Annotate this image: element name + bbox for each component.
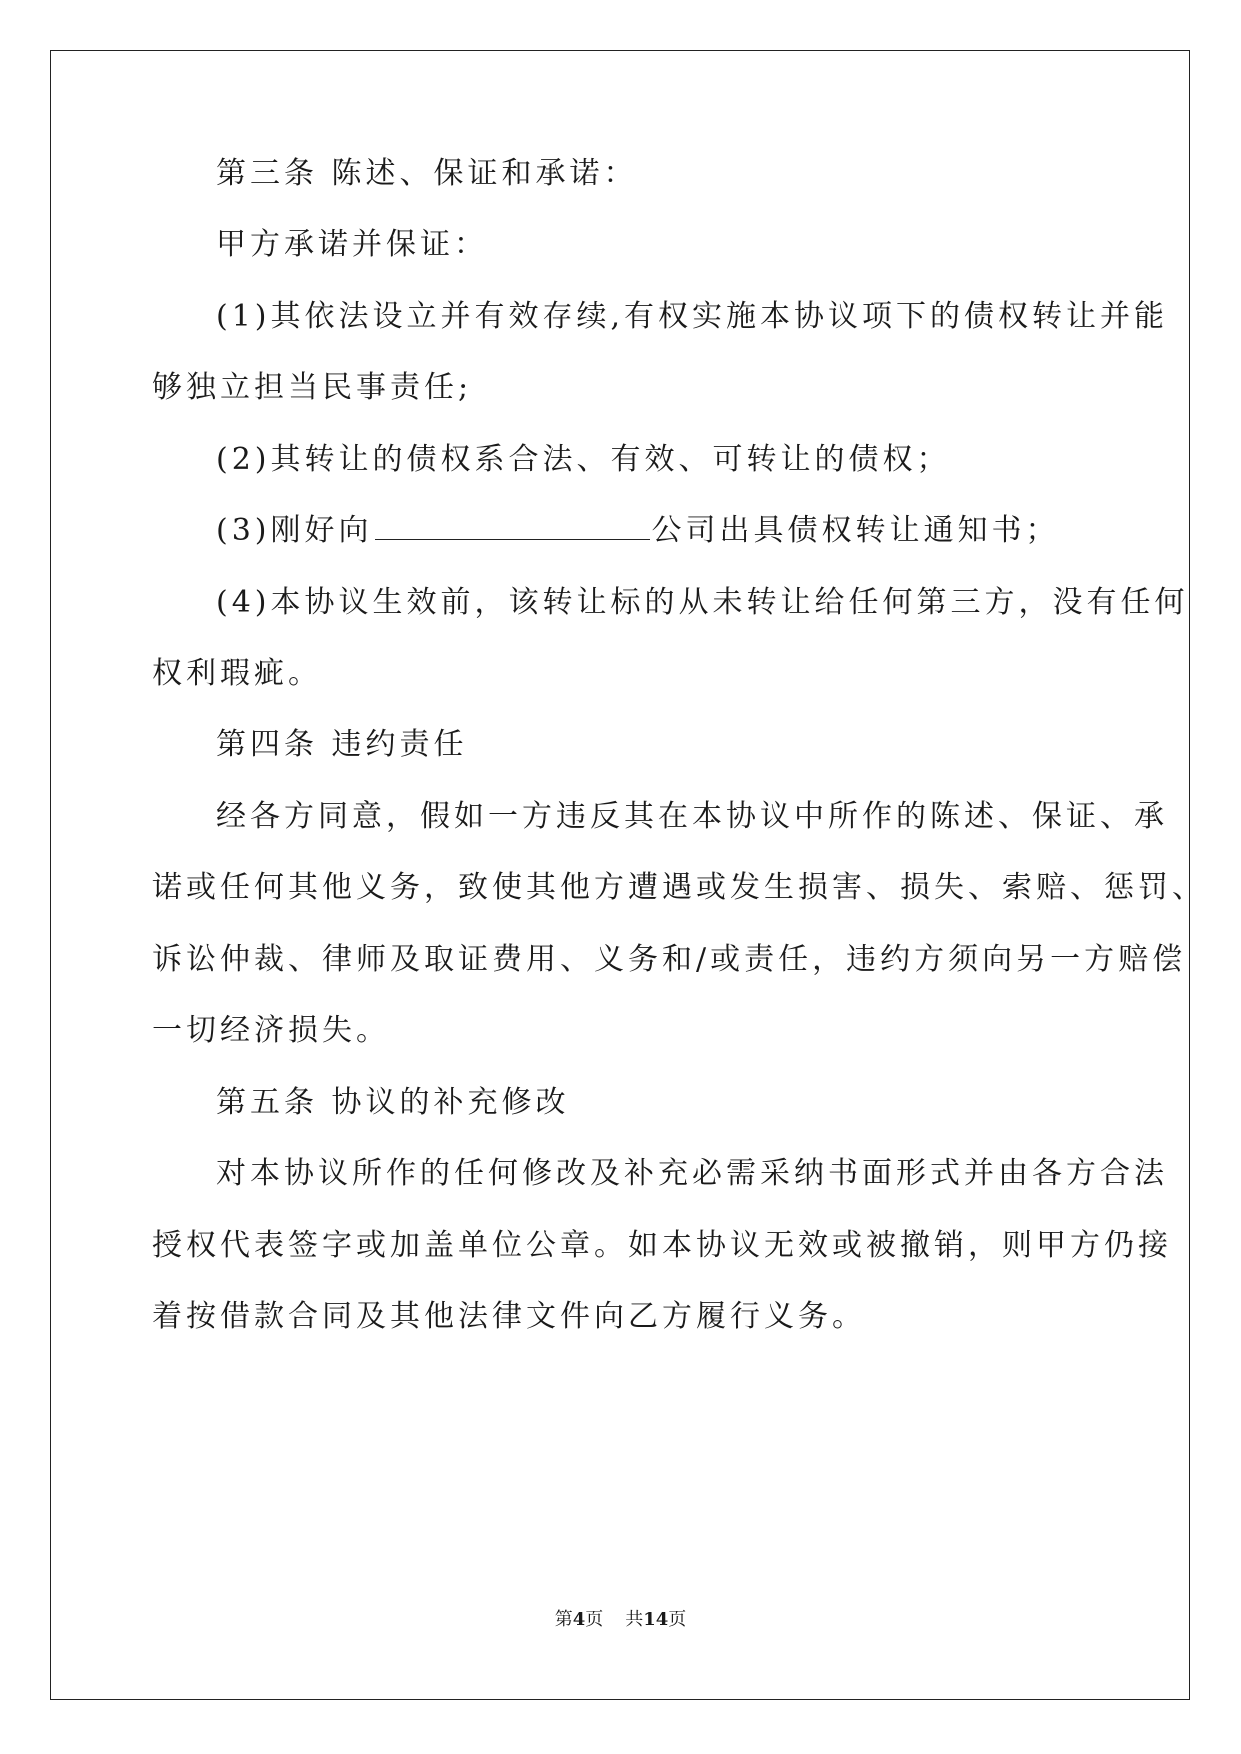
article-4-line-3: 诉讼仲裁、律师及取证费用、义务和/或责任，违约方须向另一方赔偿 [152,942,1187,977]
article-5-line-3: 着按借款合同及其他法律文件向乙方履行义务。 [152,1299,866,1334]
page-footer [0,1608,1241,1632]
clause-2: (2)其转让的债权系合法、有效、可转让的债权； [216,442,951,477]
page-prefix: 第 [554,1609,573,1630]
total-pages: 14 [643,1609,669,1630]
article-3-heading: 第三条 陈述、保证和承诺： [216,156,638,191]
page-number: 4 [572,1609,586,1630]
paragraph-party-a-commitment: 甲方承诺并保证： [216,227,488,262]
article-5-line-1: 对本协议所作的任何修改及补充必需采纳书面形式并由各方合法 [216,1156,1168,1191]
clause-4-line-2: 权利瑕疵。 [152,656,322,691]
article-4-line-4: 一切经济损失。 [152,1013,390,1048]
clause-3-prefix: (3)刚好向 [216,513,373,548]
total-suffix: 页 [668,1609,687,1630]
clause-3-suffix: 公司出具债权转让通知书； [651,513,1060,548]
article-5-line-2: 授权代表签字或加盖单位公章。如本协议无效或被撤销，则甲方仍接 [152,1228,1172,1263]
total-prefix: 共 [625,1609,644,1630]
clause-3 [216,511,1060,551]
page-suffix: 页 [585,1609,604,1630]
article-4-line-1: 经各方同意，假如一方违反其在本协议中所作的陈述、保证、承 [216,799,1168,834]
company-name-blank [375,511,650,540]
article-4-line-2: 诺或任何其他义务，致使其他方遭遇或发生损害、损失、索赔、惩罚、 [152,870,1206,905]
article-4-heading: 第四条 违约责任 [216,727,468,762]
clause-1-line-1: (1)其依法设立并有效存续,有权实施本协议项下的债权转让并能 [216,299,1169,334]
clause-4-line-1: (4)本协议生效前，该转让标的从未转让给任何第三方，没有任何 [216,585,1189,620]
article-5-heading: 第五条 协议的补充修改 [216,1085,570,1120]
clause-1-line-2: 够独立担当民事责任; [152,370,473,405]
